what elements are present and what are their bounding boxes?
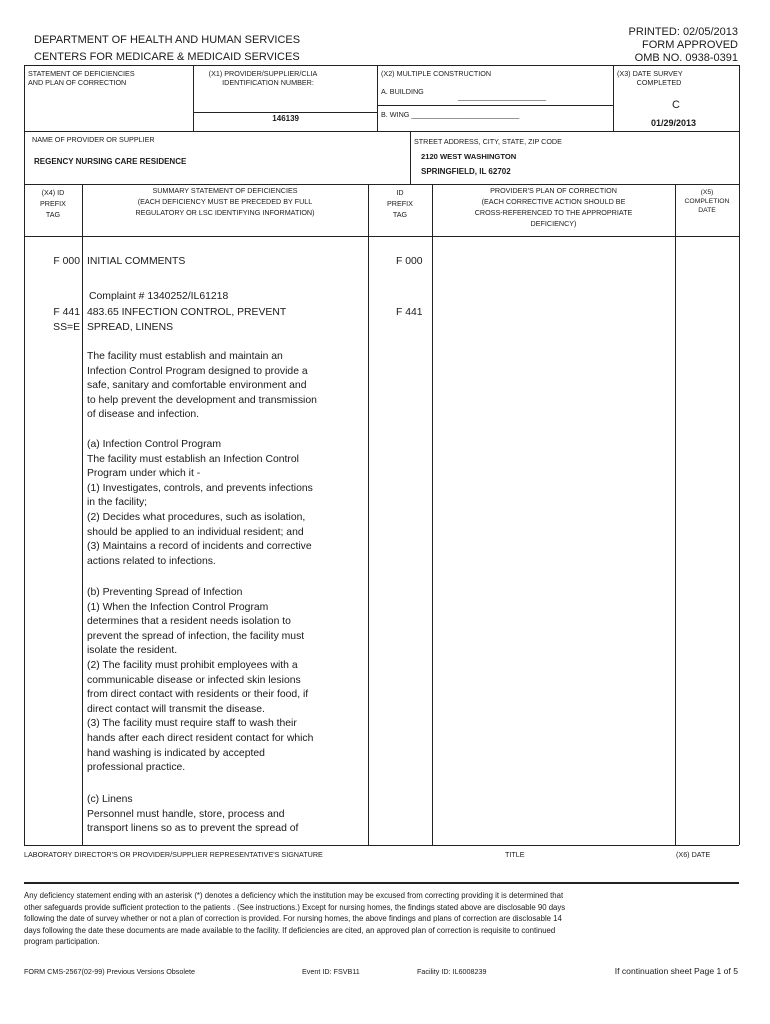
printed-date: PRINTED: 02/05/2013 [628, 26, 738, 38]
title-label: TITLE [505, 850, 525, 859]
summary-head-3: REGULATORY OR LSC IDENTIFYING INFORMATION) [135, 208, 315, 217]
x5-head-2: COMPLETION [684, 198, 730, 205]
summary-head-1: SUMMARY STATEMENT OF DEFICIENCIES [152, 186, 298, 195]
tag-f000-right: F 000 [396, 256, 423, 267]
wing-field: B. WING ___________________________ [381, 110, 520, 119]
x2-label: (X2) MULTIPLE CONSTRUCTION [381, 69, 492, 78]
event-id: Event ID: FSVB11 [302, 967, 360, 976]
id-head-1: ID [396, 188, 404, 197]
rule-top [24, 65, 739, 66]
rule-right [739, 65, 740, 845]
tag-f441-right: F 441 [396, 307, 423, 318]
street-address: 2120 WEST WASHINGTON [421, 152, 517, 161]
regulation-title-1: 483.65 INFECTION CONTROL, PREVENT [87, 307, 287, 318]
x1-label-2: IDENTIFICATION NUMBER: [222, 78, 314, 87]
disclaimer: Any deficiency statement ending with an asterisk (*) denotes a deficiency which the institution may be excused from correcting providing it is determined that other safeguards provide sufficient protection to the patients . (See instructions.) Except for nursing homes, the findings stated above are disclosable 90 days following the date of survey whether or not a plan of correction is provided. For nursing homes, the above findings and plans of correction are disclosable 14 days following the date these documents are made available to the facility. If deficiencies are cited, an approved plan of correction is requisite to continued program participation. [24, 891, 566, 947]
rule-signature [24, 882, 739, 884]
regulation-title-2: SPREAD, LINENS [87, 322, 174, 333]
rule-provider [24, 131, 739, 132]
omb-number: OMB NO. 0938-0391 [634, 52, 738, 64]
facility-id: Facility ID: IL6008239 [417, 967, 487, 976]
provider-id: 146139 [272, 114, 299, 123]
paragraph-general: The facility must establish and maintain an Infection Control Program designed to provide a safe, sanitary and comfortable environment and to help prevent the development and transmission of disease and infection. [87, 351, 317, 421]
city-state-zip: SPRINGFIELD, IL 62702 [421, 167, 511, 176]
plan-head-1: PROVIDER'S PLAN OF CORRECTION [490, 186, 617, 195]
building-label: A. BUILDING [381, 87, 424, 96]
survey-date: 01/29/2013 [651, 118, 697, 128]
rule-colheads [24, 184, 739, 185]
provider-name: REGENCY NURSING CARE RESIDENCE [34, 157, 187, 166]
plan-head-3: CROSS-REFERENCED TO THE APPROPRIATE [474, 208, 633, 217]
agency-line-1: DEPARTMENT OF HEALTH AND HUMAN SERVICES [34, 34, 301, 46]
rule-body-bottom [24, 845, 739, 846]
tag-f000-left: F 000 [53, 256, 80, 267]
rule-left [24, 65, 25, 845]
paragraph-preventing-spread: (b) Preventing Spread of Infection (1) When the Infection Control Program determines that a resident needs isolation to prevent the spread of infection, the facility must isolate the resident. (2) The facility must prohibit employees with a communicable disease or infected skin lesions from direct contact with residents or their food, if direct contact will transmit the disease. (3) The facility must require staff to wash their hands after each direct resident contact for which hand washing is indicated by accepted professional practice. [87, 587, 314, 774]
statement-label-2: AND PLAN OF CORRECTION [28, 78, 127, 87]
plan-head-4: DEFICIENCY) [530, 219, 577, 228]
scope-severity: SS=E [53, 322, 80, 333]
tag-f441-left: F 441 [53, 307, 80, 318]
x4-head-1: (X4) ID [41, 188, 65, 197]
x3-label-2: COMPLETED [636, 78, 682, 87]
page-indicator: If continuation sheet Page 1 of 5 [614, 966, 738, 976]
plan-head-2: (EACH CORRECTIVE ACTION SHOULD BE [481, 197, 626, 206]
form-approved: FORM APPROVED [642, 39, 738, 51]
complaint-number: Complaint # 1340252/IL61218 [89, 291, 229, 302]
id-head-2: PREFIX [387, 199, 413, 208]
building-field: ______________________ [458, 92, 546, 101]
provider-name-label: NAME OF PROVIDER OR SUPPLIER [32, 135, 155, 144]
agency-line-2: CENTERS FOR MEDICARE & MEDICAID SERVICES [34, 51, 300, 63]
id-head-3: TAG [392, 210, 408, 219]
form-number: FORM CMS-2567(02-99) Previous Versions Obsolete [24, 967, 195, 976]
paragraph-linens: (c) Linens Personnel must handle, store, process and transport linens so as to prevent the spread of [87, 794, 299, 835]
initial-comments: INITIAL COMMENTS [87, 256, 186, 267]
x5-head-1: (X5) [700, 189, 714, 196]
x4-head-3: TAG [45, 210, 61, 219]
address-label: STREET ADDRESS, CITY, STATE, ZIP CODE [414, 137, 562, 146]
x1-label-1: (X1) PROVIDER/SUPPLIER/CLIA [208, 69, 318, 78]
signature-label: LABORATORY DIRECTOR'S OR PROVIDER/SUPPLIER REPRESENTATIVE'S SIGNATURE [24, 850, 323, 859]
x3-label-1: (X3) DATE SURVEY [617, 69, 683, 78]
signature-date-label: (X6) DATE [676, 850, 711, 859]
survey-code: C [672, 99, 680, 111]
statement-label-1: STATEMENT OF DEFICIENCIES [28, 69, 135, 78]
paragraph-infection-program: (a) Infection Control Program The facility must establish an Infection Control Program under which it - (1) Investigates, controls, and prevents infections in the facility; (2) Decides what procedures, such as isolation, should be applied to an individual resident; and (3) Maintains a record of incidents and corrective actions related to infections. [87, 439, 313, 567]
summary-head-2: (EACH DEFICIENCY MUST BE PRECEDED BY FULL [137, 197, 313, 206]
rule-body [24, 236, 739, 237]
x4-head-2: PREFIX [40, 199, 66, 208]
x5-head-3: DATE [698, 207, 716, 214]
